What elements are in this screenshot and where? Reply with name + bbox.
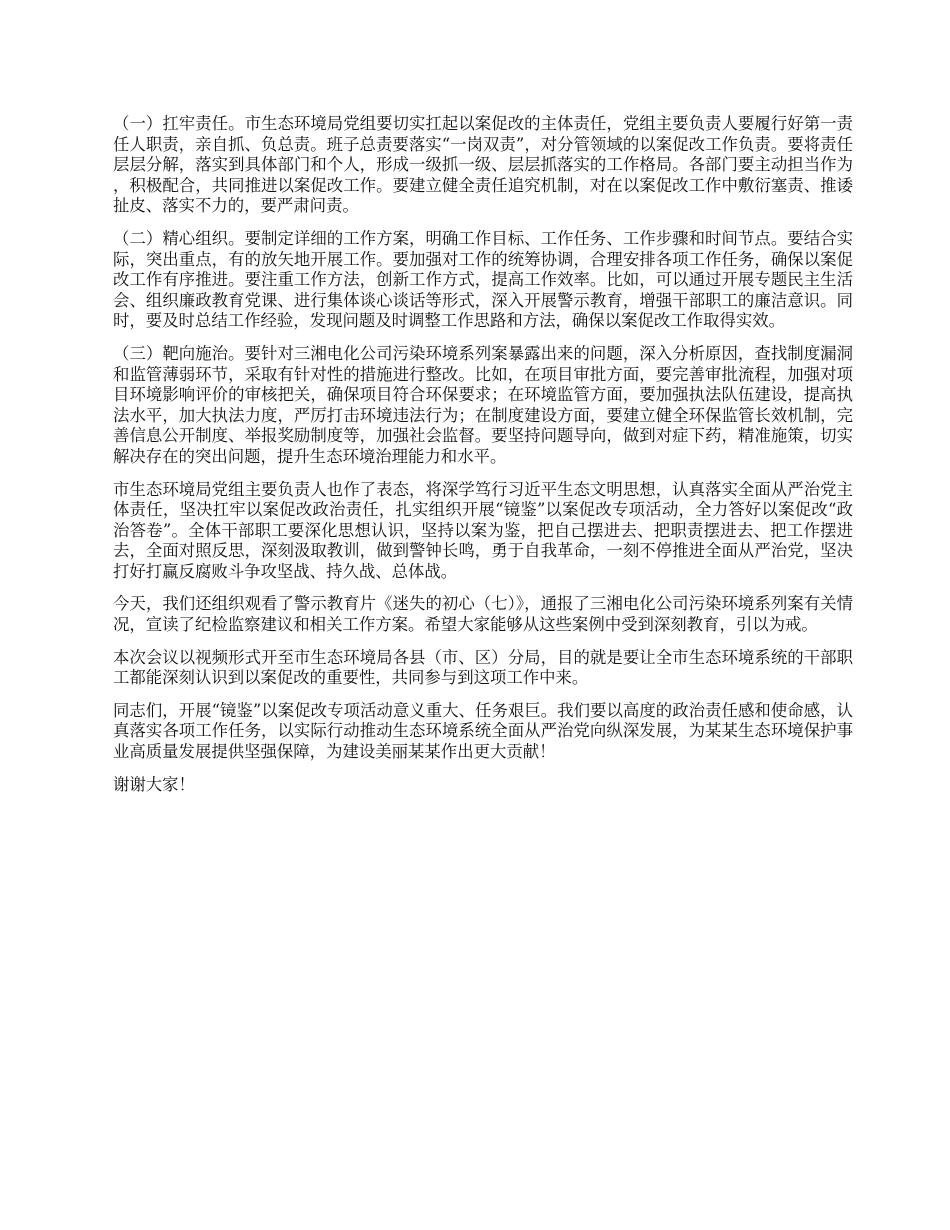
paragraph-thanks: 谢谢大家！ xyxy=(113,774,195,794)
paragraph-responsibility: （一）扛牢责任。市生态环境局党组要切实扛起以案促改的主体责任，党组主要负责人要履行好第一责任人职责，亲自抓、负总责。班子总责要落实“一岗双责”，对分管领域的以案促改工作负责。要将责任层层分解，落实到具体部门和个人，形成一级抓一级、层层抓落实的工作格局。各部门要主动担当作为，积极配合，共同推进以案促改工作。要建立健全责任追究机制，对在以案促改工作中敷衍塞责、推诿扯皮、落实不力的，要严肃问责。 xyxy=(113,114,853,216)
paragraph-organization: （二）精心组织。要制定详细的工作方案，明确工作目标、工作任务、工作步骤和时间节点。要结合实际，突出重点，有的放矢地开展工作。要加强对工作的统筹协调，合理安排各项工作任务，确保以案促改工作有序推进。要注重工作方法，创新工作方式，提高工作效率。比如，可以通过开展专题民主生活会、组织廉政教育党课、进行集体谈心谈话等形式，深入开展警示教育，增强干部职工的廉洁意识。同时，要及时总结工作经验，发现问题及时调整工作思路和方法，确保以案促改工作取得实效。 xyxy=(113,228,853,331)
paragraph-targeted-treatment: （三）靶向施治。要针对三湘电化公司污染环境系列案暴露出来的问题，深入分析原因，查找制度漏洞和监管薄弱环节，采取有针对性的措施进行整改。比如，在项目审批方面，要完善审批流程，加强对项目环境影响评价的审核把关，确保项目符合环保要求；在环境监管方面，要加强执法队伍建设，提高执法水平，加大执法力度，严厉打击环境违法行为；在制度建设方面，要建立健全环保监管长效机制，完善信息公开制度、举报奖励制度等，加强社会监督。要坚持问题导向，做到对症下药，精准施策，切实解决存在的突出问题，提升生态环境治理能力和水平。 xyxy=(113,343,853,466)
paragraph-statement: 市生态环境局党组主要负责人也作了表态，将深学笃行习近平生态文明思想，认真落实全面从严治党主体责任，坚决扛牢以案促改政治责任，扎实组织开展“镜鉴”以案促改专项活动，全力答好以案促改“政治答卷”。全体干部职工要深化思想认识，坚持以案为鉴，把自己摆进去、把职责摆进去、把工作摆进去，全面对照反思，深刻汲取教训，做到警钟长鸣，勇于自我革命，一刻不停推进全面从严治党，坚决打好打赢反腐败斗争攻坚战、持久战、总体战。 xyxy=(113,479,853,581)
document-body xyxy=(113,114,853,795)
paragraph-conclusion: 同志们，开展“镜鉴”以案促改专项活动意义重大、任务艰巨。我们要以高度的政治责任感和使命感，认真落实各项工作任务，以实际行动推动生态环境系统全面从严治党向纵深发展，为某某生态环境保护事业高质量发展提供坚强保障，为建设美丽某某作出更大贡献！ xyxy=(113,700,853,762)
paragraph-video-meeting: 本次会议以视频形式开至市生态环境局各县（市、区）分局，目的就是要让全市生态环境系统的干部职工都能深刻认识到以案促改的重要性，共同参与到这项工作中来。 xyxy=(113,647,853,688)
paragraph-warning-film: 今天，我们还组织观看了警示教育片《迷失的初心（七）》，通报了三湘电化公司污染环境系列案有关情况，宣读了纪检监察建议和相关工作方案。希望大家能够从这些案例中受到深刻教育，引以为戒。 xyxy=(113,594,853,635)
